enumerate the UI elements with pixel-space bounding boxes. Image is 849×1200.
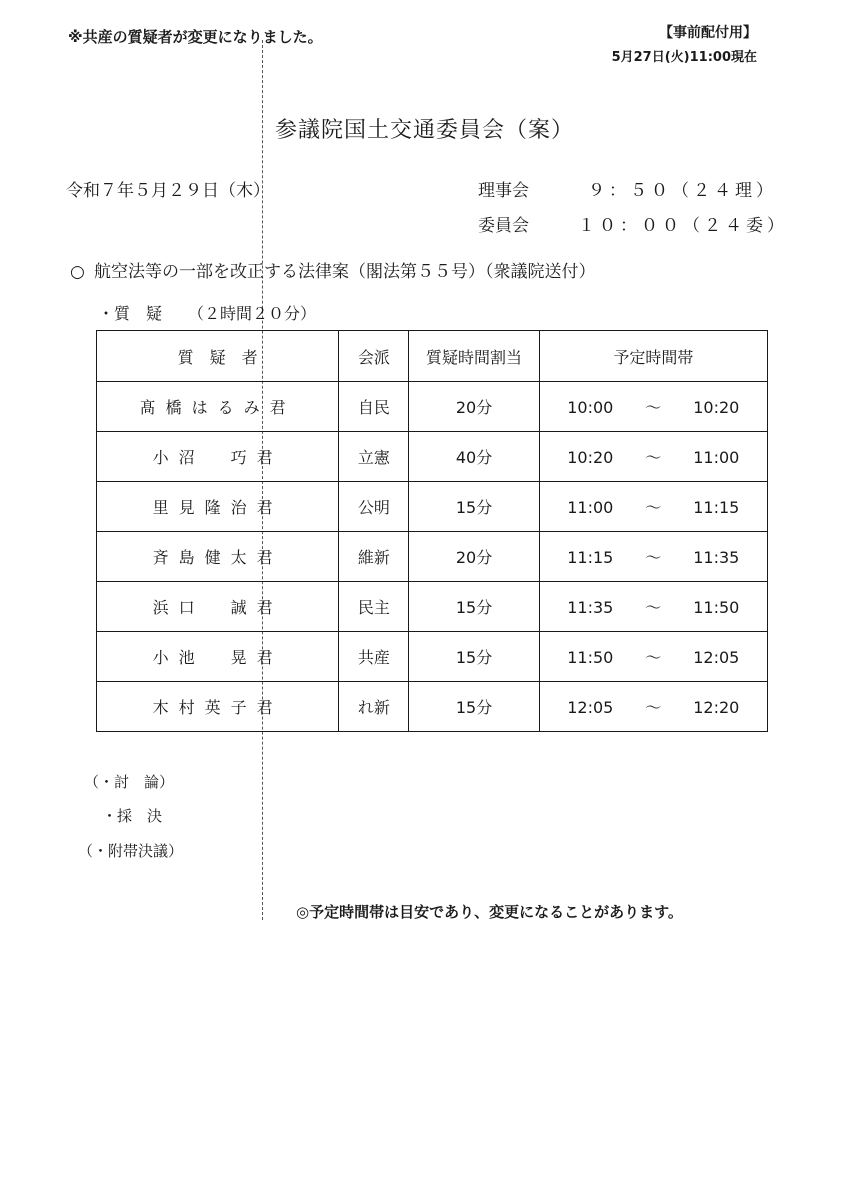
schedule-disclaimer: ◎予定時間帯は目安であり、変更になることがあります。 bbox=[296, 903, 683, 921]
bill-mark: ○ bbox=[70, 262, 85, 282]
allotted-time-cell: 20分 bbox=[409, 382, 539, 432]
time-slot-cell: 11:15 ～ 11:35 bbox=[539, 532, 767, 582]
header-scheduled-slot: 予定時間帯 bbox=[539, 331, 767, 382]
time-slot-cell: 11:00 ～ 11:15 bbox=[539, 482, 767, 532]
allotted-time-cell: 40分 bbox=[409, 432, 539, 482]
board-meeting-time: ９：５０（２４理） bbox=[588, 181, 777, 201]
table-row bbox=[97, 632, 768, 682]
questioner-name: 里見隆治君 bbox=[97, 482, 339, 532]
table-row bbox=[97, 682, 768, 732]
step-vote: ・採 決 bbox=[102, 807, 163, 825]
bill-line bbox=[70, 257, 596, 282]
as-of-timestamp: 5月27日(火)11:00現在 bbox=[611, 50, 757, 65]
change-notice: ※共産の質疑者が変更になりました。 bbox=[68, 28, 323, 46]
faction-cell: 民主 bbox=[339, 582, 409, 632]
questioner-table bbox=[96, 330, 768, 732]
allotted-time-cell: 15分 bbox=[409, 682, 539, 732]
faction-cell: 自民 bbox=[339, 382, 409, 432]
questioning-label: ・質 疑 bbox=[98, 304, 163, 323]
table-row bbox=[97, 382, 768, 432]
committee-meeting-label: 委員会 bbox=[478, 216, 529, 236]
table-row bbox=[97, 582, 768, 632]
step-supplementary-resolution: （・附帯決議） bbox=[78, 842, 184, 860]
questioner-name: 浜口 誠君 bbox=[97, 582, 339, 632]
bill-title: 航空法等の一部を改正する法律案（閣法第５５号）（衆議院送付） bbox=[94, 262, 596, 282]
questioner-name: 髙橋はるみ君 bbox=[97, 382, 339, 432]
allotted-time-cell: 15分 bbox=[409, 582, 539, 632]
distribution-badge: 【事前配付用】 bbox=[659, 25, 757, 41]
meeting-date: 令和７年５月２９日（木） bbox=[66, 181, 270, 201]
committee-meeting-time: １０：００（２４委） bbox=[578, 216, 788, 236]
allotted-time-cell: 15分 bbox=[409, 482, 539, 532]
board-meeting-label: 理事会 bbox=[478, 181, 529, 201]
allotted-time-cell: 15分 bbox=[409, 632, 539, 682]
table-row bbox=[97, 482, 768, 532]
header-questioner: 質 疑 者 bbox=[97, 331, 339, 382]
time-slot-cell: 11:35 ～ 11:50 bbox=[539, 582, 767, 632]
header-allotted-time: 質疑時間割当 bbox=[409, 331, 539, 382]
questioner-name: 斉島健太君 bbox=[97, 532, 339, 582]
page-title: 参議院国土交通委員会（案） bbox=[274, 118, 574, 143]
questioner-name: 小池 晃君 bbox=[97, 632, 339, 682]
faction-cell: れ新 bbox=[339, 682, 409, 732]
time-slot-cell: 12:05 ～ 12:20 bbox=[539, 682, 767, 732]
questioner-name: 木村英子君 bbox=[97, 682, 339, 732]
table-row bbox=[97, 432, 768, 482]
questioning-duration: （２時間２０分） bbox=[188, 304, 317, 323]
step-debate: （・討 論） bbox=[84, 773, 175, 791]
allotted-time-cell: 20分 bbox=[409, 532, 539, 582]
time-slot-cell: 10:20 ～ 11:00 bbox=[539, 432, 767, 482]
table-row bbox=[97, 532, 768, 582]
time-slot-cell: 11:50 ～ 12:05 bbox=[539, 632, 767, 682]
faction-cell: 立憲 bbox=[339, 432, 409, 482]
faction-cell: 維新 bbox=[339, 532, 409, 582]
faction-cell: 共産 bbox=[339, 632, 409, 682]
questioner-name: 小沼 巧君 bbox=[97, 432, 339, 482]
time-slot-cell: 10:00 ～ 10:20 bbox=[539, 382, 767, 432]
questioning-heading bbox=[98, 301, 316, 324]
faction-cell: 公明 bbox=[339, 482, 409, 532]
table-header-row bbox=[97, 331, 768, 382]
header-faction: 会派 bbox=[339, 331, 409, 382]
